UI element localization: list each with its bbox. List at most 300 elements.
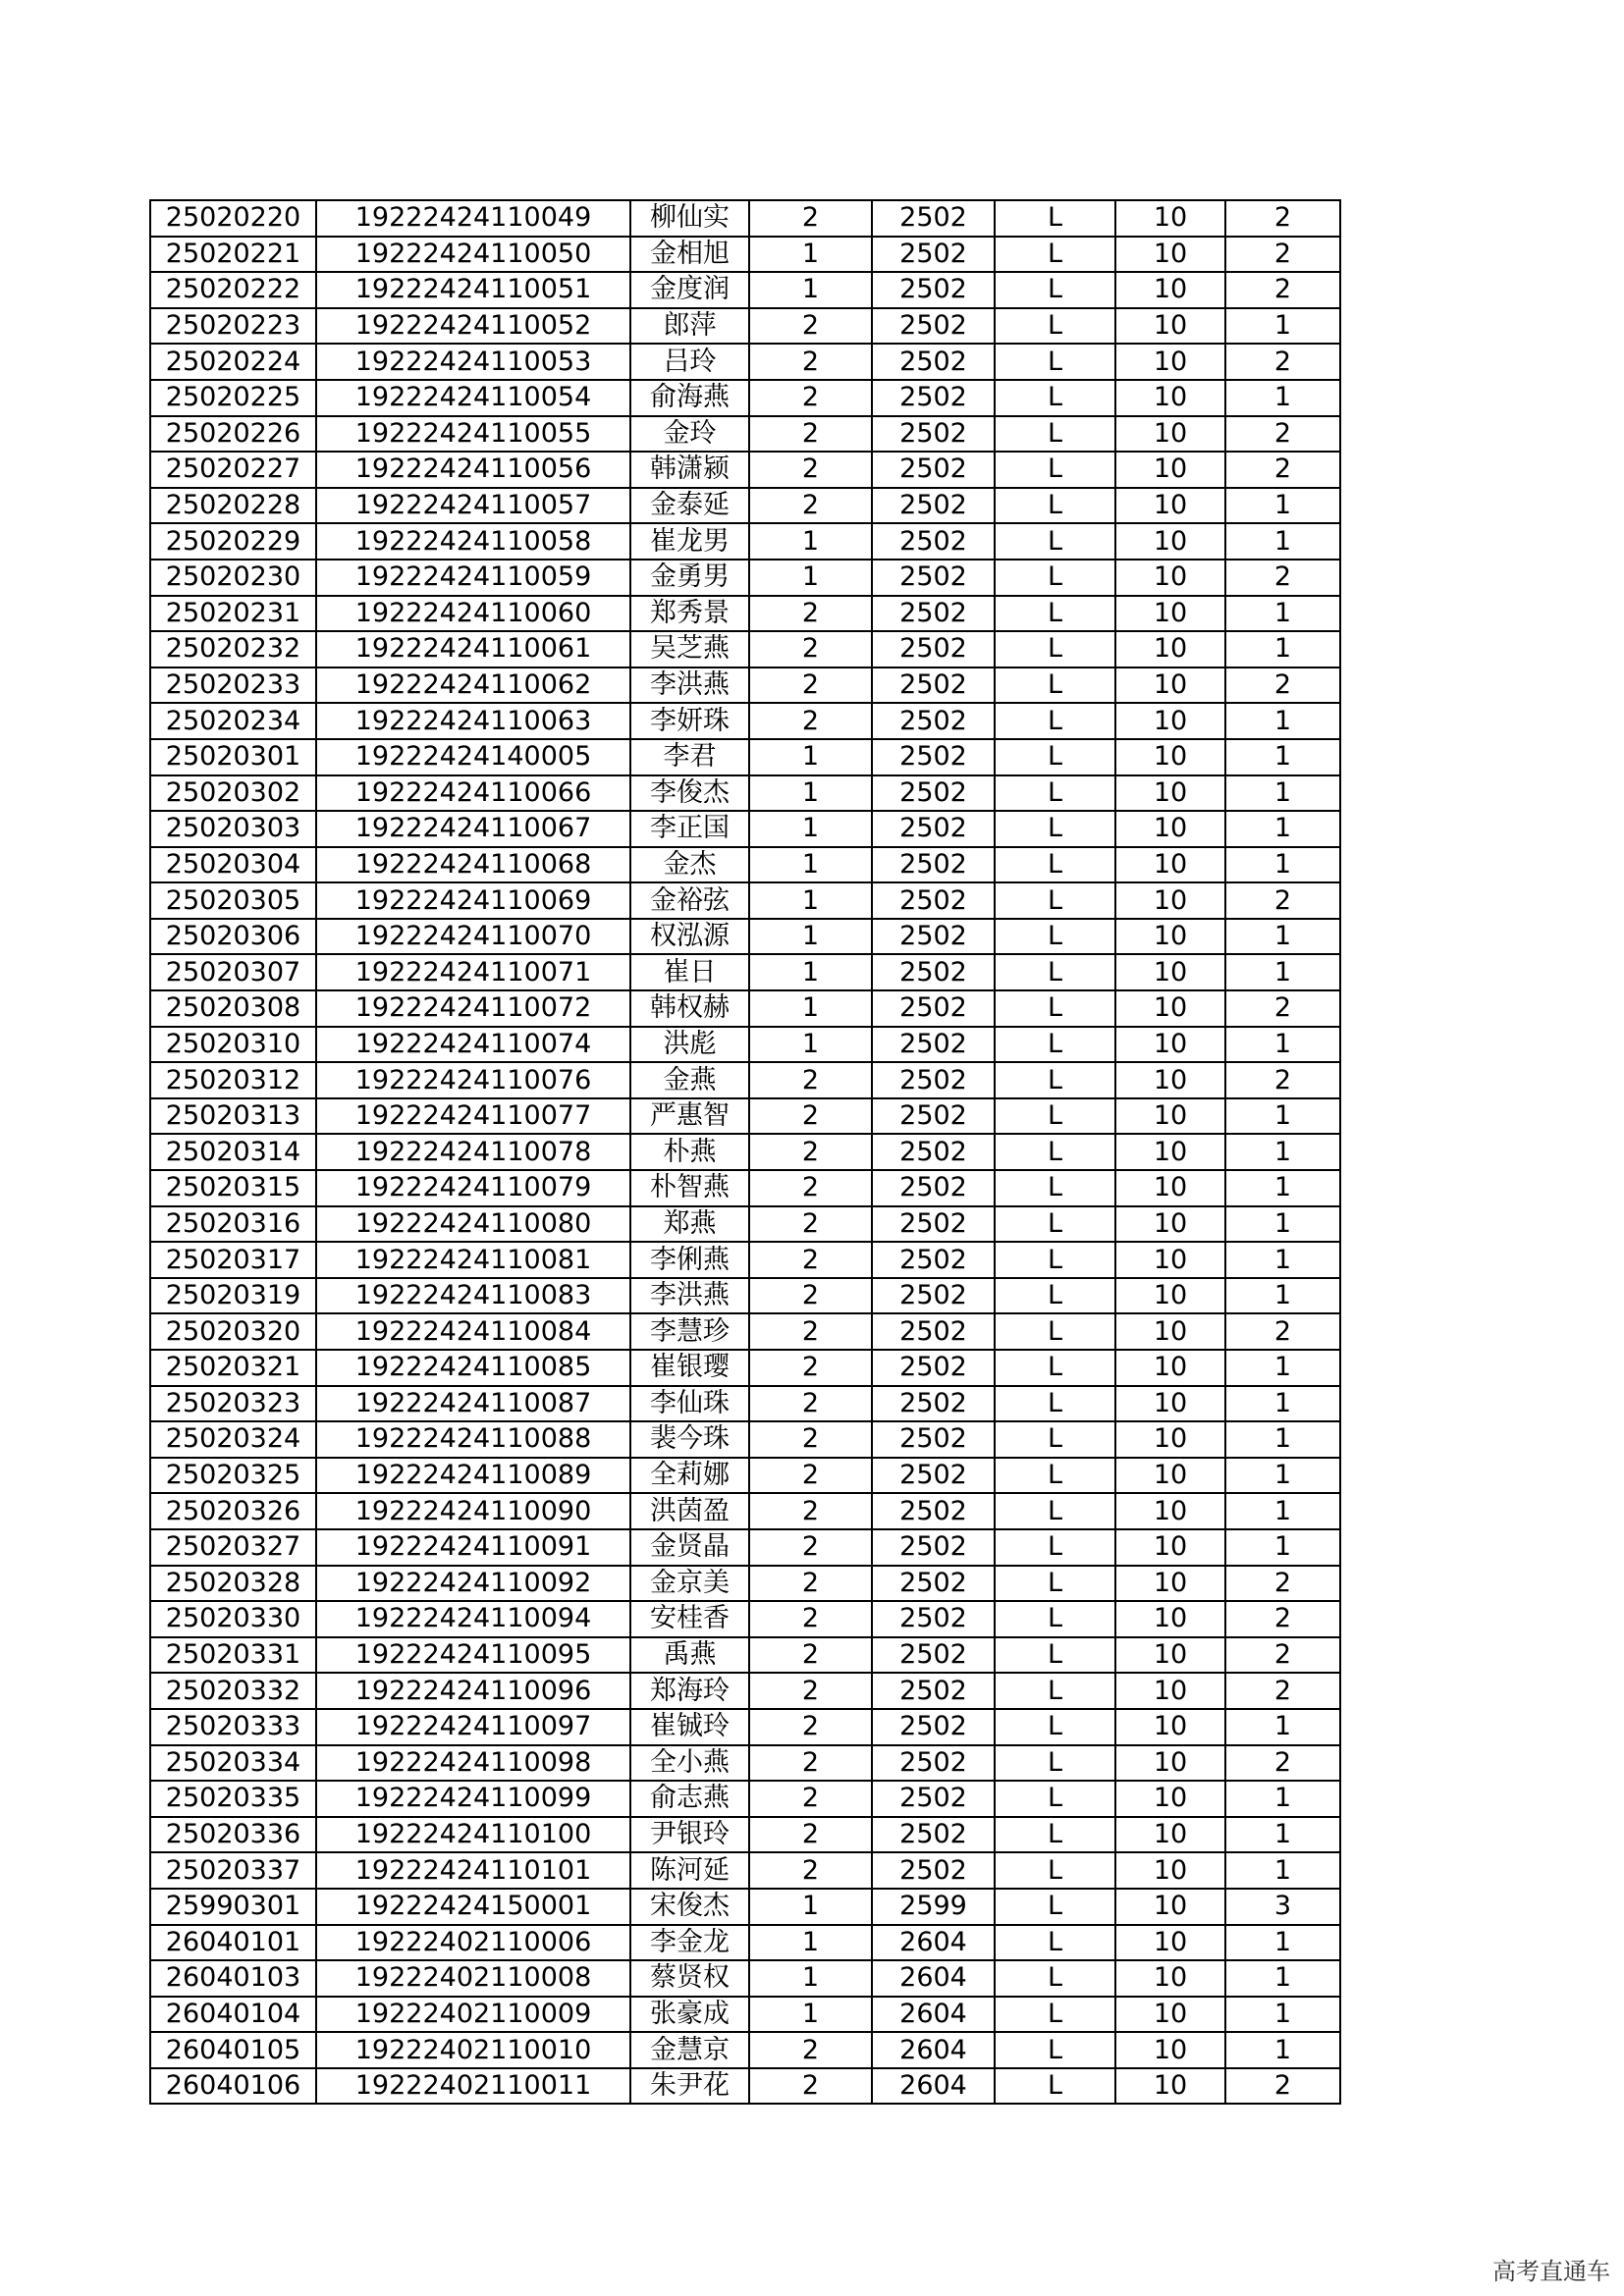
name-cell: 安桂香 [630,1601,749,1637]
id-cell: 25020333 [150,1709,316,1745]
name-cell: 李正国 [630,811,749,847]
score-cell: 10 [1115,811,1225,847]
score-cell: 10 [1115,1027,1225,1063]
name-cell: 金京美 [630,1566,749,1602]
score-cell: 10 [1115,1493,1225,1529]
flag-cell: 1 [1225,1098,1340,1135]
code-cell: 2502 [872,1781,995,1817]
name-cell: 陈河延 [630,1852,749,1889]
table-row [150,919,1340,955]
table-row [150,1278,1340,1314]
exam-number-cell: 19222424110092 [316,1566,630,1602]
name-cell: 金勇男 [630,560,749,596]
exam-number-cell: 19222424110081 [316,1242,630,1278]
score-cell: 10 [1115,1206,1225,1243]
table-row [150,1170,1340,1206]
table-row [150,488,1340,524]
exam-number-cell: 19222402110010 [316,2032,630,2068]
name-cell: 朴燕 [630,1134,749,1170]
table-body [150,200,1340,2104]
exam-number-cell: 19222424110097 [316,1709,630,1745]
exam-number-cell: 19222424110079 [316,1170,630,1206]
flag-cell: 1 [1225,1206,1340,1243]
exam-number-cell: 19222424110084 [316,1313,630,1350]
flag-cell: 2 [1225,2068,1340,2105]
exam-number-cell: 19222424110061 [316,631,630,667]
exam-number-cell: 19222424110096 [316,1673,630,1709]
exam-number-cell: 19222424110095 [316,1637,630,1674]
type-cell: L [995,344,1115,380]
flag-cell: 1 [1225,1386,1340,1422]
name-cell: 全小燕 [630,1745,749,1782]
id-cell: 26040105 [150,2032,316,2068]
type-cell: L [995,1673,1115,1709]
gender-cell: 2 [749,1098,872,1135]
score-cell: 10 [1115,1960,1225,1997]
name-cell: 朴智燕 [630,1170,749,1206]
id-cell: 25020225 [150,380,316,416]
type-cell: L [995,1313,1115,1350]
type-cell: L [995,1350,1115,1386]
name-cell: 洪茵盈 [630,1493,749,1529]
score-cell: 10 [1115,1529,1225,1566]
name-cell: 吴芝燕 [630,631,749,667]
name-cell: 朱尹花 [630,2068,749,2105]
flag-cell: 1 [1225,847,1340,883]
gender-cell: 2 [749,2032,872,2068]
exam-number-cell: 19222424110085 [316,1350,630,1386]
flag-cell: 2 [1225,416,1340,453]
gender-cell: 1 [749,739,872,775]
table-row [150,1098,1340,1135]
code-cell: 2502 [872,1709,995,1745]
exam-number-cell: 19222402110008 [316,1960,630,1997]
name-cell: 俞海燕 [630,380,749,416]
exam-number-cell: 19222424110051 [316,272,630,308]
table-row [150,560,1340,596]
table-row [150,1062,1340,1098]
table-row [150,1350,1340,1386]
id-cell: 25020306 [150,919,316,955]
name-cell: 张豪成 [630,1997,749,2033]
table-row [150,308,1340,345]
gender-cell: 1 [749,560,872,596]
gender-cell: 2 [749,1278,872,1314]
type-cell: L [995,1062,1115,1098]
score-cell: 10 [1115,380,1225,416]
table-row [150,1673,1340,1709]
flag-cell: 1 [1225,703,1340,739]
exam-number-cell: 19222424110083 [316,1278,630,1314]
table-row [150,523,1340,560]
exam-number-cell: 19222424110101 [316,1852,630,1889]
exam-number-cell: 19222424110066 [316,775,630,812]
code-cell: 2502 [872,919,995,955]
id-cell: 25020334 [150,1745,316,1782]
gender-cell: 1 [749,237,872,273]
table-row [150,380,1340,416]
exam-number-cell: 19222402110009 [316,1997,630,2033]
gender-cell: 2 [749,380,872,416]
flag-cell: 1 [1225,1242,1340,1278]
code-cell: 2502 [872,272,995,308]
table-row [150,954,1340,990]
id-cell: 25020327 [150,1529,316,1566]
flag-cell: 1 [1225,1817,1340,1853]
exam-number-cell: 19222424110060 [316,596,630,632]
gender-cell: 2 [749,1386,872,1422]
score-cell: 10 [1115,416,1225,453]
code-cell: 2604 [872,2068,995,2105]
table-row [150,775,1340,812]
code-cell: 2502 [872,631,995,667]
type-cell: L [995,1278,1115,1314]
gender-cell: 2 [749,1170,872,1206]
flag-cell: 1 [1225,1027,1340,1063]
score-cell: 10 [1115,847,1225,883]
id-cell: 26040103 [150,1960,316,1997]
id-cell: 25020328 [150,1566,316,1602]
type-cell: L [995,739,1115,775]
score-cell: 10 [1115,1062,1225,1098]
type-cell: L [995,1817,1115,1853]
table-row [150,811,1340,847]
gender-cell: 2 [749,1134,872,1170]
gender-cell: 2 [749,631,872,667]
type-cell: L [995,2068,1115,2105]
code-cell: 2502 [872,1566,995,1602]
code-cell: 2502 [872,1601,995,1637]
name-cell: 全莉娜 [630,1458,749,1494]
table-row [150,631,1340,667]
exam-number-cell: 19222424110090 [316,1493,630,1529]
table-row [150,1313,1340,1350]
table-row [150,344,1340,380]
score-cell: 10 [1115,1601,1225,1637]
table-row [150,703,1340,739]
gender-cell: 2 [749,452,872,488]
score-cell: 10 [1115,1421,1225,1458]
name-cell: 崔银璎 [630,1350,749,1386]
type-cell: L [995,596,1115,632]
id-cell: 25020310 [150,1027,316,1063]
id-cell: 25020232 [150,631,316,667]
type-cell: L [995,882,1115,919]
id-cell: 25020313 [150,1098,316,1135]
exam-number-cell: 19222424110072 [316,990,630,1027]
name-cell: 李慧珍 [630,1313,749,1350]
gender-cell: 1 [749,919,872,955]
exam-number-cell: 19222424110058 [316,523,630,560]
gender-cell: 1 [749,1925,872,1961]
code-cell: 2502 [872,560,995,596]
table-row [150,1566,1340,1602]
flag-cell: 1 [1225,308,1340,345]
score-cell: 10 [1115,1278,1225,1314]
flag-cell: 1 [1225,523,1340,560]
flag-cell: 1 [1225,811,1340,847]
type-cell: L [995,703,1115,739]
flag-cell: 1 [1225,596,1340,632]
code-cell: 2502 [872,1529,995,1566]
table-row [150,1745,1340,1782]
gender-cell: 2 [749,344,872,380]
id-cell: 25020220 [150,200,316,237]
code-cell: 2502 [872,308,995,345]
gender-cell: 2 [749,1852,872,1889]
type-cell: L [995,272,1115,308]
name-cell: 崔龙男 [630,523,749,560]
gender-cell: 1 [749,882,872,919]
table-row [150,1852,1340,1889]
flag-cell: 3 [1225,1889,1340,1925]
id-cell: 25020331 [150,1637,316,1674]
id-cell: 25020307 [150,954,316,990]
code-cell: 2502 [872,1458,995,1494]
exam-number-cell: 19222424110069 [316,882,630,919]
id-cell: 25020221 [150,237,316,273]
exam-number-cell: 19222424110094 [316,1601,630,1637]
table-row [150,1134,1340,1170]
flag-cell: 2 [1225,990,1340,1027]
name-cell: 郑燕 [630,1206,749,1243]
gender-cell: 1 [749,775,872,812]
table-row [150,1206,1340,1243]
gender-cell: 2 [749,1350,872,1386]
code-cell: 2502 [872,1278,995,1314]
code-cell: 2502 [872,1170,995,1206]
type-cell: L [995,1458,1115,1494]
flag-cell: 1 [1225,1925,1340,1961]
flag-cell: 1 [1225,919,1340,955]
code-cell: 2502 [872,1350,995,1386]
table-row [150,1817,1340,1853]
score-cell: 10 [1115,954,1225,990]
name-cell: 崔日 [630,954,749,990]
flag-cell: 2 [1225,272,1340,308]
code-cell: 2502 [872,1134,995,1170]
type-cell: L [995,1889,1115,1925]
name-cell: 李俐燕 [630,1242,749,1278]
name-cell: 吕玲 [630,344,749,380]
id-cell: 26040106 [150,2068,316,2105]
score-cell: 10 [1115,1313,1225,1350]
code-cell: 2502 [872,1242,995,1278]
id-cell: 25020301 [150,739,316,775]
exam-number-cell: 19222424110078 [316,1134,630,1170]
table-row [150,416,1340,453]
score-cell: 10 [1115,1745,1225,1782]
id-cell: 25020317 [150,1242,316,1278]
table-row [150,1960,1340,1997]
score-cell: 10 [1115,1997,1225,2033]
table-row [150,882,1340,919]
id-cell: 25020319 [150,1278,316,1314]
gender-cell: 2 [749,2068,872,2105]
score-cell: 10 [1115,667,1225,704]
type-cell: L [995,1601,1115,1637]
table-row [150,1027,1340,1063]
type-cell: L [995,1960,1115,1997]
exam-number-cell: 19222424110049 [316,200,630,237]
code-cell: 2502 [872,667,995,704]
id-cell: 25020304 [150,847,316,883]
code-cell: 2502 [872,775,995,812]
name-cell: 权泓源 [630,919,749,955]
type-cell: L [995,1852,1115,1889]
flag-cell: 2 [1225,560,1340,596]
exam-number-cell: 19222402110006 [316,1925,630,1961]
name-cell: 俞志燕 [630,1781,749,1817]
score-cell: 10 [1115,2032,1225,2068]
id-cell: 25020302 [150,775,316,812]
exam-number-cell: 19222424110055 [316,416,630,453]
id-cell: 25020222 [150,272,316,308]
id-cell: 25020314 [150,1134,316,1170]
code-cell: 2604 [872,1925,995,1961]
flag-cell: 1 [1225,1781,1340,1817]
flag-cell: 1 [1225,775,1340,812]
gender-cell: 2 [749,1493,872,1529]
exam-number-cell: 19222424150001 [316,1889,630,1925]
name-cell: 尹银玲 [630,1817,749,1853]
flag-cell: 2 [1225,1745,1340,1782]
code-cell: 2502 [872,1745,995,1782]
type-cell: L [995,1386,1115,1422]
id-cell: 26040101 [150,1925,316,1961]
flag-cell: 1 [1225,1458,1340,1494]
exam-number-cell: 19222424110100 [316,1817,630,1853]
type-cell: L [995,1206,1115,1243]
gender-cell: 2 [749,1817,872,1853]
gender-cell: 2 [749,488,872,524]
flag-cell: 2 [1225,882,1340,919]
table-row [150,1601,1340,1637]
id-cell: 25020305 [150,882,316,919]
score-cell: 10 [1115,452,1225,488]
name-cell: 严惠智 [630,1098,749,1135]
name-cell: 郎萍 [630,308,749,345]
id-cell: 25020324 [150,1421,316,1458]
gender-cell: 2 [749,1601,872,1637]
score-cell: 10 [1115,2068,1225,2105]
exam-number-cell: 19222424110063 [316,703,630,739]
id-cell: 25020312 [150,1062,316,1098]
score-cell: 10 [1115,1386,1225,1422]
exam-number-cell: 19222424110077 [316,1098,630,1135]
id-cell: 25020336 [150,1817,316,1853]
exam-number-cell: 19222424110068 [316,847,630,883]
code-cell: 2502 [872,1313,995,1350]
type-cell: L [995,560,1115,596]
gender-cell: 1 [749,1027,872,1063]
code-cell: 2502 [872,1206,995,1243]
code-cell: 2502 [872,1852,995,1889]
exam-number-cell: 19222424140005 [316,739,630,775]
flag-cell: 1 [1225,380,1340,416]
gender-cell: 2 [749,308,872,345]
gender-cell: 2 [749,1637,872,1674]
type-cell: L [995,1421,1115,1458]
name-cell: 金贤晶 [630,1529,749,1566]
code-cell: 2502 [872,1062,995,1098]
gender-cell: 2 [749,1673,872,1709]
exam-number-cell: 19222424110056 [316,452,630,488]
score-cell: 10 [1115,344,1225,380]
id-cell: 25020325 [150,1458,316,1494]
gender-cell: 2 [749,1781,872,1817]
exam-number-cell: 19222424110088 [316,1421,630,1458]
code-cell: 2502 [872,739,995,775]
score-cell: 10 [1115,739,1225,775]
type-cell: L [995,1745,1115,1782]
code-cell: 2502 [872,523,995,560]
flag-cell: 1 [1225,1997,1340,2033]
exam-number-cell: 19222424110071 [316,954,630,990]
score-cell: 10 [1115,523,1225,560]
flag-cell: 2 [1225,1637,1340,1674]
name-cell: 蔡贤权 [630,1960,749,1997]
score-cell: 10 [1115,1925,1225,1961]
id-cell: 25990301 [150,1889,316,1925]
code-cell: 2502 [872,990,995,1027]
exam-number-cell: 19222424110052 [316,308,630,345]
exam-number-cell: 19222424110053 [316,344,630,380]
name-cell: 宋俊杰 [630,1889,749,1925]
score-cell: 10 [1115,1889,1225,1925]
score-cell: 10 [1115,1134,1225,1170]
flag-cell: 2 [1225,1062,1340,1098]
gender-cell: 1 [749,811,872,847]
code-cell: 2502 [872,380,995,416]
name-cell: 裴今珠 [630,1421,749,1458]
table-row [150,1386,1340,1422]
type-cell: L [995,1098,1115,1135]
score-cell: 10 [1115,1709,1225,1745]
name-cell: 李俊杰 [630,775,749,812]
score-cell: 10 [1115,1242,1225,1278]
gender-cell: 1 [749,523,872,560]
type-cell: L [995,1709,1115,1745]
gender-cell: 2 [749,200,872,237]
gender-cell: 2 [749,416,872,453]
flag-cell: 2 [1225,452,1340,488]
gender-cell: 2 [749,1566,872,1602]
id-cell: 25020326 [150,1493,316,1529]
name-cell: 李金龙 [630,1925,749,1961]
score-cell: 10 [1115,200,1225,237]
type-cell: L [995,452,1115,488]
table-row [150,1458,1340,1494]
name-cell: 禹燕 [630,1637,749,1674]
flag-cell: 1 [1225,1852,1340,1889]
id-cell: 25020233 [150,667,316,704]
table-row [150,2032,1340,2068]
score-cell: 10 [1115,882,1225,919]
id-cell: 25020321 [150,1350,316,1386]
gender-cell: 1 [749,1960,872,1997]
flag-cell: 2 [1225,1566,1340,1602]
gender-cell: 2 [749,596,872,632]
score-cell: 10 [1115,1458,1225,1494]
type-cell: L [995,1925,1115,1961]
id-cell: 25020230 [150,560,316,596]
gender-cell: 2 [749,1313,872,1350]
flag-cell: 1 [1225,1350,1340,1386]
type-cell: L [995,416,1115,453]
score-cell: 10 [1115,1852,1225,1889]
id-cell: 26040104 [150,1997,316,2033]
